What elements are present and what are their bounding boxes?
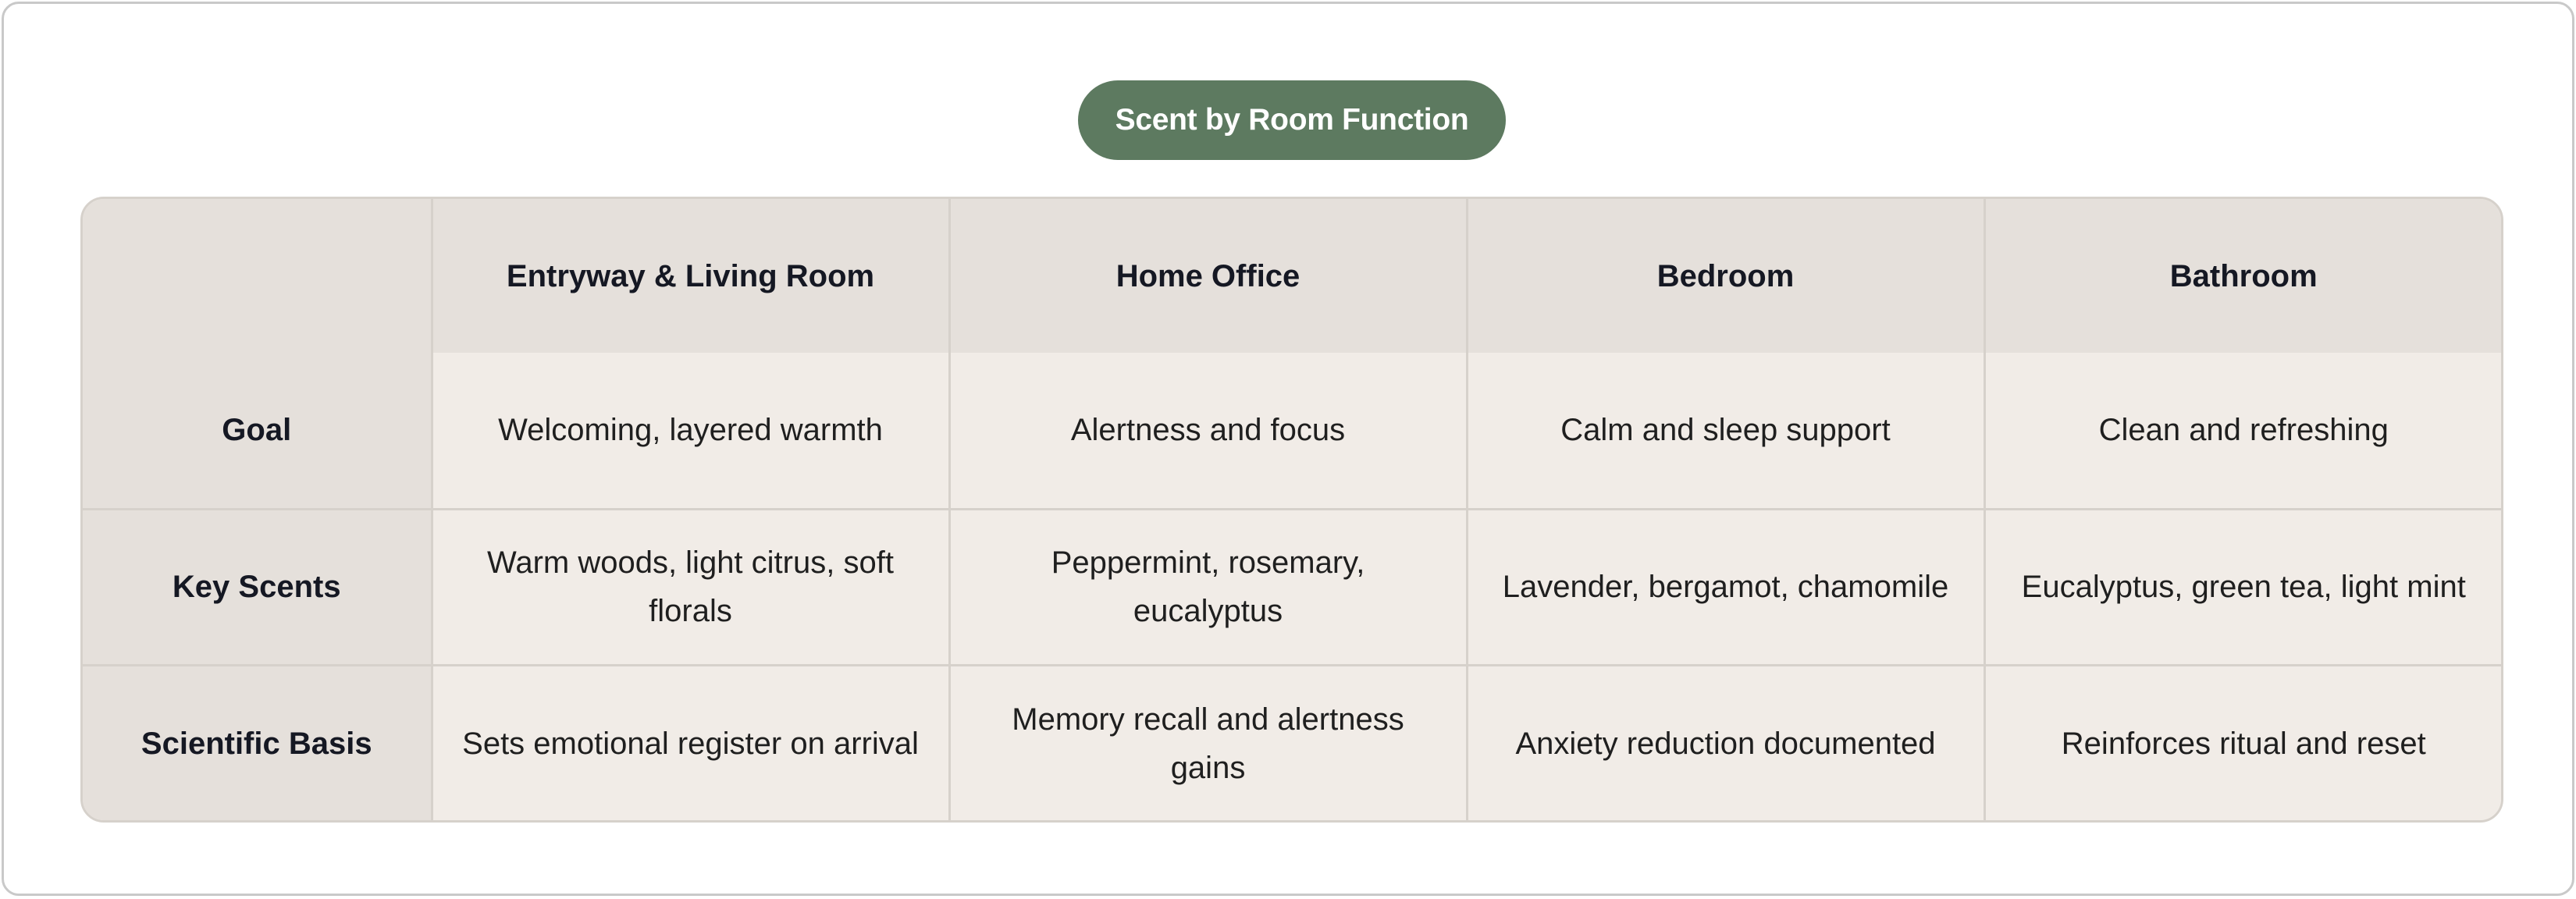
table-cell: Anxiety reduction documented (1467, 665, 1984, 821)
table-cell: Alertness and focus (949, 353, 1467, 509)
column-header-bathroom: Bathroom (1984, 199, 2502, 353)
table-row-goal (83, 353, 2502, 509)
table-cell: Clean and refreshing (1984, 353, 2502, 509)
table-cell: Warm woods, light citrus, soft florals (432, 509, 949, 665)
column-header-bedroom: Bedroom (1467, 199, 1984, 353)
table-cell: Peppermint, rosemary, eucalyptus (949, 509, 1467, 665)
table-cell: Calm and sleep support (1467, 353, 1984, 509)
row-header-goal: Goal (83, 353, 432, 509)
comparison-table (83, 199, 2502, 821)
comparison-table-container (80, 197, 2503, 823)
column-header-entryway-living-room: Entryway & Living Room (432, 199, 949, 353)
card-frame (2, 2, 2574, 896)
header-corner-cell (83, 199, 432, 353)
table-cell: Welcoming, layered warmth (432, 353, 949, 509)
table-cell: Lavender, bergamot, chamomile (1467, 509, 1984, 665)
page-title: Scent by Room Function (1078, 80, 1506, 160)
row-header-scientific-basis: Scientific Basis (83, 665, 432, 821)
table-cell: Memory recall and alertness gains (949, 665, 1467, 821)
table-row-scientific-basis (83, 665, 2502, 821)
table-cell: Sets emotional register on arrival (432, 665, 949, 821)
table-cell: Reinforces ritual and reset (1984, 665, 2502, 821)
column-header-home-office: Home Office (949, 199, 1467, 353)
table-cell: Eucalyptus, green tea, light mint (1984, 509, 2502, 665)
table-header-row (83, 199, 2502, 353)
row-header-key-scents: Key Scents (83, 509, 432, 665)
table-row-key-scents (83, 509, 2502, 665)
